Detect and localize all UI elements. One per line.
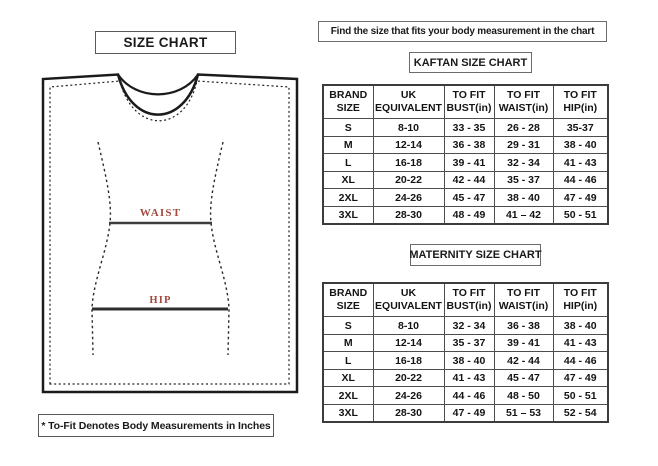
column-header: TO FIT WAIST(in) [494, 85, 553, 119]
table-row [323, 387, 608, 405]
table-cell: M [323, 136, 373, 154]
table-cell: 29 - 31 [494, 136, 553, 154]
table-cell: M [323, 334, 373, 352]
table-cell: 2XL [323, 189, 373, 207]
table-cell: 38 - 40 [553, 136, 608, 154]
table-cell: 8-10 [373, 317, 444, 335]
table-row [323, 189, 608, 207]
table-cell: 45 - 47 [494, 369, 553, 387]
table-cell: 44 - 46 [553, 352, 608, 370]
maternity-size-table [322, 282, 609, 423]
table-cell: S [323, 119, 373, 137]
page-title: SIZE CHART [95, 31, 236, 54]
kaftan-size-table [322, 84, 609, 225]
table-cell: XL [323, 369, 373, 387]
garment-neckline-back [118, 75, 198, 95]
table-cell: 41 – 42 [494, 206, 553, 224]
table-cell: 20-22 [373, 171, 444, 189]
column-header: TO FIT HIP(in) [553, 283, 608, 317]
table-cell: 44 - 46 [444, 387, 494, 405]
table-cell: 50 - 51 [553, 206, 608, 224]
table-cell: XL [323, 171, 373, 189]
table-cell: 47 - 49 [444, 404, 494, 422]
table-cell: 42 - 44 [494, 352, 553, 370]
table-cell: 39 - 41 [494, 334, 553, 352]
table-row [323, 136, 608, 154]
table-cell: L [323, 154, 373, 172]
table-cell: 24-26 [373, 387, 444, 405]
column-header: BRAND SIZE [323, 283, 373, 317]
table-row [323, 171, 608, 189]
table-cell: 35-37 [553, 119, 608, 137]
column-header: UK EQUIVALENT [373, 283, 444, 317]
table-cell: 16-18 [373, 352, 444, 370]
table-row [323, 369, 608, 387]
table-row [323, 119, 608, 137]
table-cell: 50 - 51 [553, 387, 608, 405]
column-header: TO FIT BUST(in) [444, 85, 494, 119]
table-cell: 8-10 [373, 119, 444, 137]
header-row [323, 85, 608, 119]
table-cell: 28-30 [373, 404, 444, 422]
table-cell: 20-22 [373, 369, 444, 387]
table-cell: 12-14 [373, 136, 444, 154]
table-row [323, 154, 608, 172]
table-cell: 45 - 47 [444, 189, 494, 207]
table-cell: 42 - 44 [444, 171, 494, 189]
table-row [323, 404, 608, 422]
column-header: UK EQUIVALENT [373, 85, 444, 119]
maternity-table-title: MATERNITY SIZE CHART [410, 244, 541, 266]
table-cell: 12-14 [373, 334, 444, 352]
column-header: TO FIT BUST(in) [444, 283, 494, 317]
table-cell: 38 - 40 [494, 189, 553, 207]
table-cell: 3XL [323, 206, 373, 224]
table-cell: 28-30 [373, 206, 444, 224]
table-cell: 36 - 38 [444, 136, 494, 154]
table-cell: L [323, 352, 373, 370]
table-cell: 38 - 40 [444, 352, 494, 370]
table-cell: 38 - 40 [553, 317, 608, 335]
column-header: TO FIT HIP(in) [553, 85, 608, 119]
hip-label: HIP [149, 295, 172, 306]
column-header: TO FIT WAIST(in) [494, 283, 553, 317]
table-cell: 48 - 49 [444, 206, 494, 224]
table-cell: 32 - 34 [444, 317, 494, 335]
table-cell: 39 - 41 [444, 154, 494, 172]
table-cell: 48 - 50 [494, 387, 553, 405]
table-cell: 16-18 [373, 154, 444, 172]
kaftan-diagram [25, 60, 310, 405]
header-row [323, 283, 608, 317]
table-cell: 47 - 49 [553, 189, 608, 207]
table-cell: 41 - 43 [553, 154, 608, 172]
garment-outline [43, 75, 297, 393]
table-cell: 41 - 43 [444, 369, 494, 387]
table-cell: 47 - 49 [553, 369, 608, 387]
table-cell: 33 - 35 [444, 119, 494, 137]
table-row [323, 334, 608, 352]
table-cell: 35 - 37 [444, 334, 494, 352]
table-cell: 2XL [323, 387, 373, 405]
column-header: BRAND SIZE [323, 85, 373, 119]
table-cell: 26 - 28 [494, 119, 553, 137]
table-cell: 24-26 [373, 189, 444, 207]
waist-label: WAIST [139, 207, 182, 219]
table-cell: 44 - 46 [553, 171, 608, 189]
table-cell: 41 - 43 [553, 334, 608, 352]
table-row [323, 352, 608, 370]
table-row [323, 317, 608, 335]
table-cell: 35 - 37 [494, 171, 553, 189]
table-cell: 52 - 54 [553, 404, 608, 422]
table-row [323, 206, 608, 224]
table-cell: 32 - 34 [494, 154, 553, 172]
table-cell: S [323, 317, 373, 335]
table-cell: 36 - 38 [494, 317, 553, 335]
header-note: Find the size that fits your body measurement in the chart [318, 21, 607, 42]
kaftan-table-title: KAFTAN SIZE CHART [409, 52, 532, 73]
table-cell: 51 – 53 [494, 404, 553, 422]
table-cell: 3XL [323, 404, 373, 422]
to-fit-footnote: * To-Fit Denotes Body Measurements in Inches [38, 414, 274, 437]
